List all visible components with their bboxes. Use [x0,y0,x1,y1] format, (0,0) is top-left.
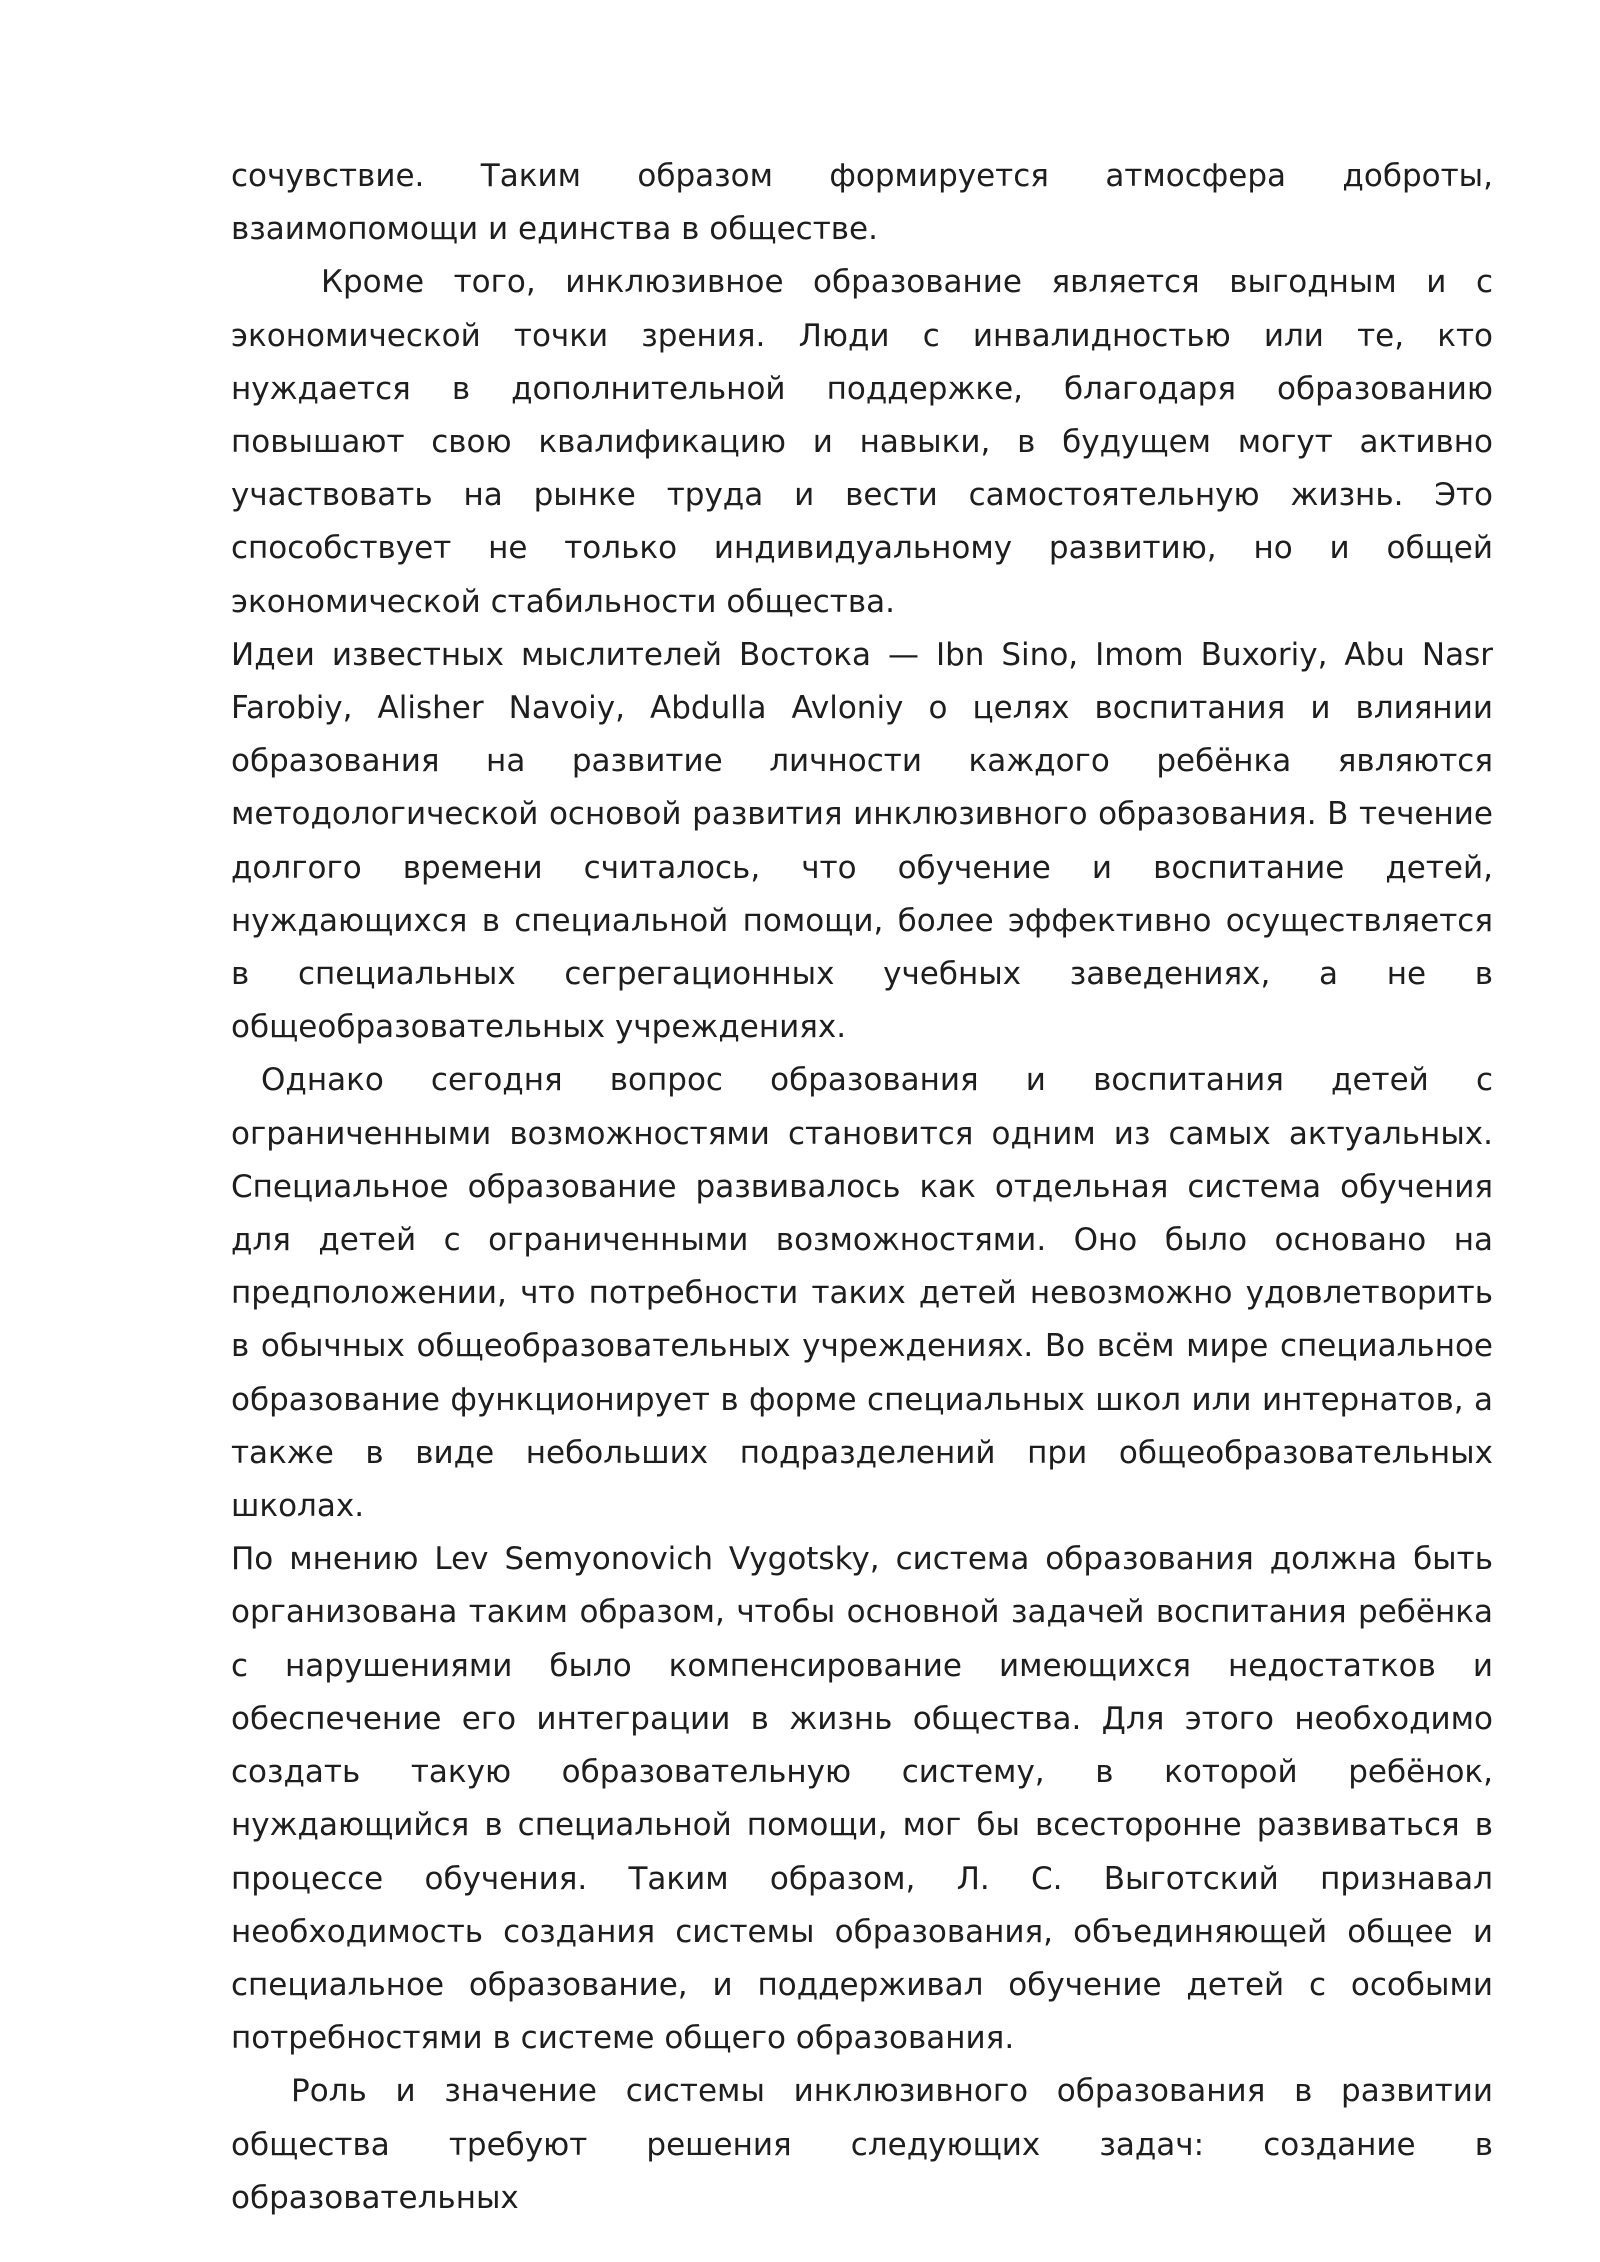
paragraph-5: По мнению Lev Semyonovich Vygotsky, система образования должна быть организована таким образом, чтобы основной задачей воспитания ребёнка с нарушениями было компенсирование имеющихся недостатков и обеспечение его интеграции в жизнь общества. Для этого необходимо создать такую образовательную систему, в которой ребёнок, нуждающийся в специальной помощи, мог бы всесторонне развиваться в процессе обучения. Таким образом, Л. С. Выготский признавал необходимость создания системы образования, объединяющей общее и специальное образование, и поддерживал обучение детей с особыми потребностями в системе общего образования. [231,1541,1493,2057]
paragraph-2: Кроме того, инклюзивное образование является выгодным и с экономической точки зрения. Люди с инвалидностью или те, кто нуждается в дополнительной поддержке, благодаря образованию повышают свою квалификацию и навыки, в будущем могут активно участвовать на рынке труда и вести самостоятельную жизнь. Это способствует не только индивидуальному развитию, но и общей экономической стабильности общества. [231,264,1493,620]
paragraph-4: Однако сегодня вопрос образования и воспитания детей с ограниченными возможностями становится одним из самых актуальных. Специальное образование развивалось как отдельная система обучения для детей с ограниченными возможностями. Оно было основано на предположении, что потребности таких детей невозможно удовлетворить в обычных общеобразовательных учреждениях. Во всём мире специальное образование функционирует в форме специальных школ или интернатов, а также в виде небольших подразделений при общеобразовательных школах. [231,1062,1493,1525]
paragraph-3: Идеи известных мыслителей Востока — Ibn Sino, Imom Buxoriy, Abu Nasr Farobiy, Alisher Navoiy, Abdulla Avloniy о целях воспитания и влиянии образования на развитие личности каждого ребёнка являются методологической основой развития инклюзивного образования. В течение долгого времени считалось, что обучение и воспитание детей, нуждающихся в специальной помощи, более эффективно осуществляется в специальных сегрегационных учебных заведениях, а не в общеобразовательных учреждениях. [231,636,1493,1046]
paragraph-1: сочувствие. Таким образом формируется атмосфера доброты, взаимопомощи и единства в обществе. [231,158,1493,248]
document-body [231,150,1493,2225]
paragraph-6: Роль и значение системы инклюзивного образования в развитии общества требуют решения следующих задач: создание в образовательных [231,2073,1493,2216]
